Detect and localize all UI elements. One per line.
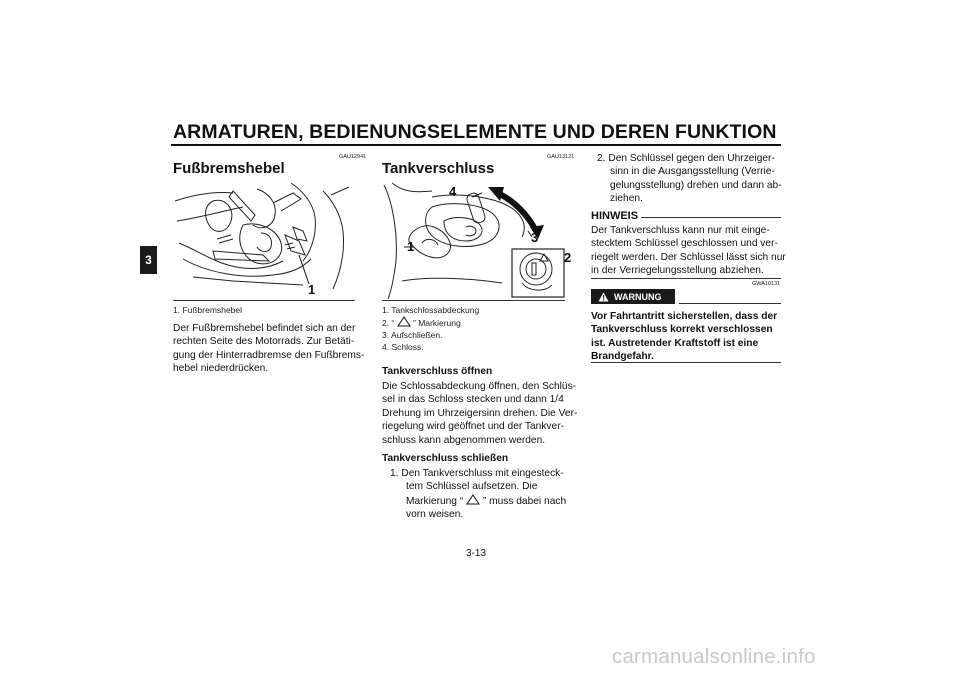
body-line: rechten Seite des Motorrads. Zur Betäti-	[173, 336, 355, 348]
caption-item-2-suffix: ” Markierung	[413, 318, 461, 328]
triangle-mark-icon	[397, 316, 411, 327]
warning-label: WARNUNG	[614, 291, 662, 302]
figure-rule	[382, 300, 565, 301]
note-line: stecktem Schlüssel geschlossen und ver-	[591, 238, 778, 250]
body-line: gung der Hinterradbremse den Fußbrems-	[173, 349, 365, 361]
title-rule	[171, 144, 781, 146]
warning-icon	[598, 292, 609, 302]
brake-pedal-figure	[173, 181, 355, 299]
note-line: in der Verriegelungsstellung abziehen.	[591, 265, 764, 277]
figure-rule	[173, 300, 355, 301]
warning-code: GWA10131	[752, 281, 781, 287]
triangle-mark-icon	[466, 494, 480, 505]
figure-caption-list	[382, 304, 479, 353]
figure-callout-2: 2	[564, 250, 572, 265]
body-text-fussbremshebel	[173, 322, 364, 376]
figure-callout-3: 3	[531, 230, 539, 245]
page-title: ARMATUREN, BEDIENUNGSELEMENTE UND DEREN FUNKTION	[173, 121, 777, 143]
body-line: schluss kann abgenommen werden.	[382, 434, 546, 446]
section-heading-fussbremshebel: Fußbremshebel	[173, 160, 285, 177]
step-line	[390, 494, 566, 508]
body-line: Die Schlossabdeckung öffnen, den Schlüs-	[382, 381, 577, 392]
body-line: Drehung im Uhrzeigersinn drehen. Die Ver-	[382, 407, 578, 419]
body-line: sel in das Schloss stecken und dann 1/4	[382, 394, 564, 406]
warning-badge	[591, 289, 675, 304]
chapter-tab: 3	[140, 246, 157, 274]
note-rule	[641, 217, 781, 218]
step-line	[597, 152, 782, 165]
note-line: Der Tankverschluss kann nur mit einge-	[591, 225, 770, 236]
step-text: Den Tankverschluss mit eingesteck-	[401, 468, 564, 479]
body-line: Der Fußbremshebel befindet sich an der	[173, 323, 356, 334]
section-heading-tankverschluss: Tankverschluss	[382, 160, 495, 177]
figure-callout-4: 4	[449, 184, 457, 199]
step-text: Den Schlüssel gegen den Uhrzeiger-	[608, 153, 775, 164]
warning-line: Vor Fahrtantritt sicherstellen, dass der	[591, 311, 778, 322]
note-line: riegelt werden. Der Schlüssel lässt sich nur	[591, 251, 786, 263]
note-bottom-rule	[591, 278, 781, 279]
step-line: ziehen.	[610, 193, 643, 205]
section-code: GAU13121	[547, 154, 575, 160]
caption-item: 3. Aufschließen.	[382, 330, 443, 340]
watermark: carmanualsonline.info	[612, 645, 816, 668]
warning-text	[591, 310, 777, 363]
step-line: tem Schlüssel aufsetzen. Die	[406, 481, 538, 493]
section-code: GAU12941	[339, 154, 367, 160]
caption-item-2-prefix: 2. “	[382, 318, 395, 328]
caption-item: 1. Tankschlossabdeckung	[382, 305, 480, 315]
figure-callout-1: 1	[308, 282, 316, 297]
close-step-1	[390, 467, 566, 522]
subheading-close: Tankverschluss schließen	[382, 453, 509, 464]
step-number: 1.	[390, 468, 399, 479]
step-text-prefix: Markierung “	[406, 495, 464, 507]
body-line: hebel niederdrücken.	[173, 363, 269, 375]
step-text-suffix: ” muss dabei nach	[482, 495, 567, 507]
subheading-open: Tankverschluss öffnen	[382, 366, 493, 377]
step-number: 2.	[597, 153, 606, 164]
step-line	[390, 467, 566, 480]
body-line: riegelung wird geöffnet und der Tankver-	[382, 421, 564, 433]
warning-bottom-rule	[591, 362, 781, 363]
caption-item	[382, 316, 479, 329]
warning-line: ist. Austretender Kraftstoff ist eine	[591, 337, 759, 349]
brake-pedal-illustration	[173, 181, 355, 299]
step-line: gelungsstellung) drehen und dann ab-	[610, 179, 782, 191]
note-label: HINWEIS	[591, 210, 639, 222]
figure-callout-1: 1	[407, 239, 415, 254]
caption-item: 4. Schloss.	[382, 342, 424, 352]
warning-line: Brandgefahr.	[591, 350, 654, 362]
body-text-open	[382, 380, 577, 447]
note-text	[591, 224, 786, 278]
figure-caption: 1. Fußbremshebel	[173, 305, 242, 315]
step-line: sinn in die Ausgangsstellung (Verrie-	[610, 166, 775, 178]
page-number: 3-13	[466, 548, 487, 559]
warning-rule	[679, 303, 781, 304]
close-step-2	[597, 152, 782, 206]
step-line: vorn weisen.	[406, 509, 464, 521]
warning-line: Tankverschluss korrekt verschlossen	[591, 324, 773, 336]
